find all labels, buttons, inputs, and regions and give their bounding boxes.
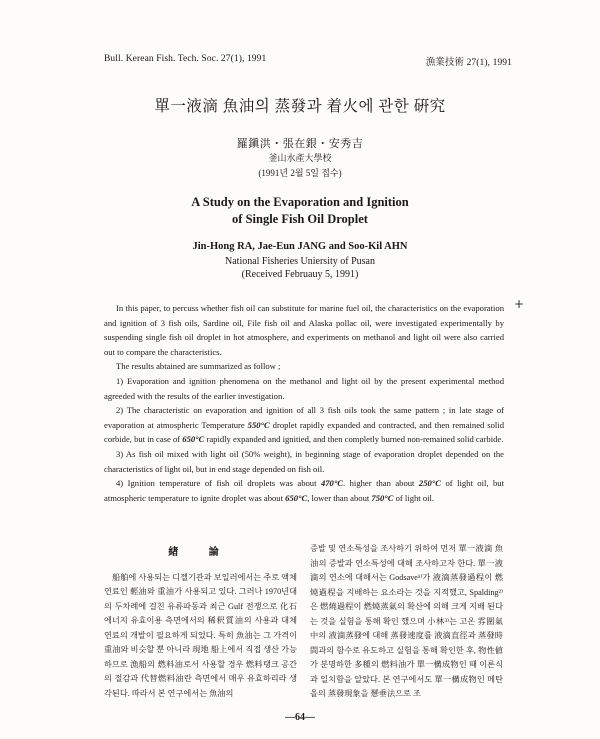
korean-received-date: (1991년 2월 5일 접수): [258, 168, 342, 178]
abstract-result-3: 3) As fish oil mixed with light oil (50% weight), in beginning stage of evaporation droplet depended on the characteristics of light oil, but in end stage depended on fish oil.: [104, 448, 504, 474]
text-run: of light oil.: [393, 492, 435, 503]
english-received-date: (Received Februauy 5, 1991): [241, 269, 359, 280]
registration-mark-icon: +: [514, 297, 525, 311]
english-title-line1: A Study on the Evaporation and Ignition: [191, 195, 409, 209]
abstract: [104, 301, 504, 505]
temperature-value: 550°C: [247, 419, 270, 430]
text-run: rapidly expanded and ignitied, and then completly burned non-remained solid carbide.: [204, 434, 504, 445]
korean-affiliation: 釜山水產大學校: [268, 153, 332, 163]
body-column-right: [310, 542, 503, 702]
temperature-value: 650°C: [182, 434, 205, 445]
english-title-line2: of Single Fish Oil Droplet: [232, 212, 368, 226]
temperature-value: 650°C: [285, 492, 308, 503]
text-run: . higher than about: [343, 478, 419, 489]
section-title-introduction: 緖 論: [168, 547, 233, 558]
temperature-value: 750°C: [371, 492, 394, 503]
korean-title: 單一液滴 魚油의 蒸發과 着火에 관한 硏究: [154, 98, 446, 115]
body-paragraph: 船舶에 사용되는 디젤기관과 보일러에서는 주로 액체연료인 輕油와 重油가 사용되고 있다. 그러나 1970년대의 두차례에 걸친 유류파동과 최근 Gulf 전쟁으로 化石에너지 유효이용 측면에서의 稀釈質油의 사용과 대체연료의 개발이 필요하게 되었다. 특히 魚油는 그 가격이 重油와 비슷할 뿐 아니라 現地 船上에서 직접 생산 가능하므로 漁船의 燃料油로서 사용할 경우 燃料탱크 공간의 절감과 代替燃料油란 측면에서 매우 유효하리라 생각된다. 따라서 본 연구에서는 魚油의: [104, 572, 297, 698]
abstract-paragraph: The results abtained are summarized as follow ;: [116, 361, 281, 372]
english-authors: Jin-Hong RA, Jae-Eun JANG and Soo-Kil AHN: [192, 241, 408, 252]
korean-authors: 羅鎭洪・張在銀・安秀吉: [236, 138, 364, 150]
text-run: , lower than about: [307, 492, 372, 503]
body-paragraph: 증발 및 연소특성을 조사하기 위하여 먼저 單一液滴 魚油의 증발과 연소특성에 대해 조사하고자 한다. 單一液滴의 연소에 대해서는 Godsave¹⁾가 液滴蒸發過程이 燃燒過程을 지배하는 요소라는 것을 지적했고, Spalding²⁾은 燃燒過程이 燃燒蒸氣의 확산에 의해 크게 지배 된다는 것을 실험을 통해 확인 했으며 小林³⁾는 고온 雰圍氣中의 液滴蒸發에 대해 蒸發速度를 液滴直徑과 蒸發時間과의 함수로 유도하고 실험을 통해 확인한 후, 物性値가 분명하한 多種의 燃料油가 單一構成物인 때 이론식과 일치함을 알았다. 본 연구에서도 單一構成物인 메탄올의 蒸發現象을 懸垂法으로 조: [310, 544, 503, 698]
abstract-result-2: [104, 403, 504, 447]
journal-header-left: Bull. Kerean Fish. Tech. Soc. 27(1), 1991: [104, 54, 267, 64]
abstract-result-4: [104, 476, 504, 505]
abstract-result-1: 1) Evaporation and ignition phenomena on the methanol and light oil by the present experimental method agreeded with the results of the earlier investigation.: [104, 375, 504, 401]
english-title: [0, 194, 600, 228]
text-run: of light oil, but atmospheric temperature to ignite droplet was about: [104, 478, 504, 503]
page-number: —64—: [285, 712, 315, 723]
text-run: droplet rapidly expanded and contracted, and then remained solid corbide, but in case of: [104, 419, 504, 445]
text-run: 4) Ignition temperature of fish oil droplets was about: [116, 478, 321, 489]
body-column-left: [104, 542, 297, 701]
temperature-value: 470°C: [320, 478, 344, 489]
abstract-paragraph: In this paper, to percuss whether fish oil can substitute for marine fuel oil, the characteristics on the evaporation and ignition of 3 fish oils, Sardine oil, File fish oil and Alaska pollac oil, were investigated experimentally by suspending single fish oil droplet in hot atmosphere, and experiments on methanol and light oil were also carried out to compare the characteristics.: [104, 303, 504, 357]
temperature-value: 250°C: [418, 478, 441, 489]
journal-header-right: 漁業技術 27(1), 1991: [425, 58, 512, 68]
text-run: 2) The characteristic on evaporation and ignition of all 3 fish oils took the same pattern ; in late stage of evaporation at atmospheric Temperature: [104, 405, 504, 430]
english-affiliation: National Fisheries Uniersity of Pusan: [225, 256, 375, 267]
